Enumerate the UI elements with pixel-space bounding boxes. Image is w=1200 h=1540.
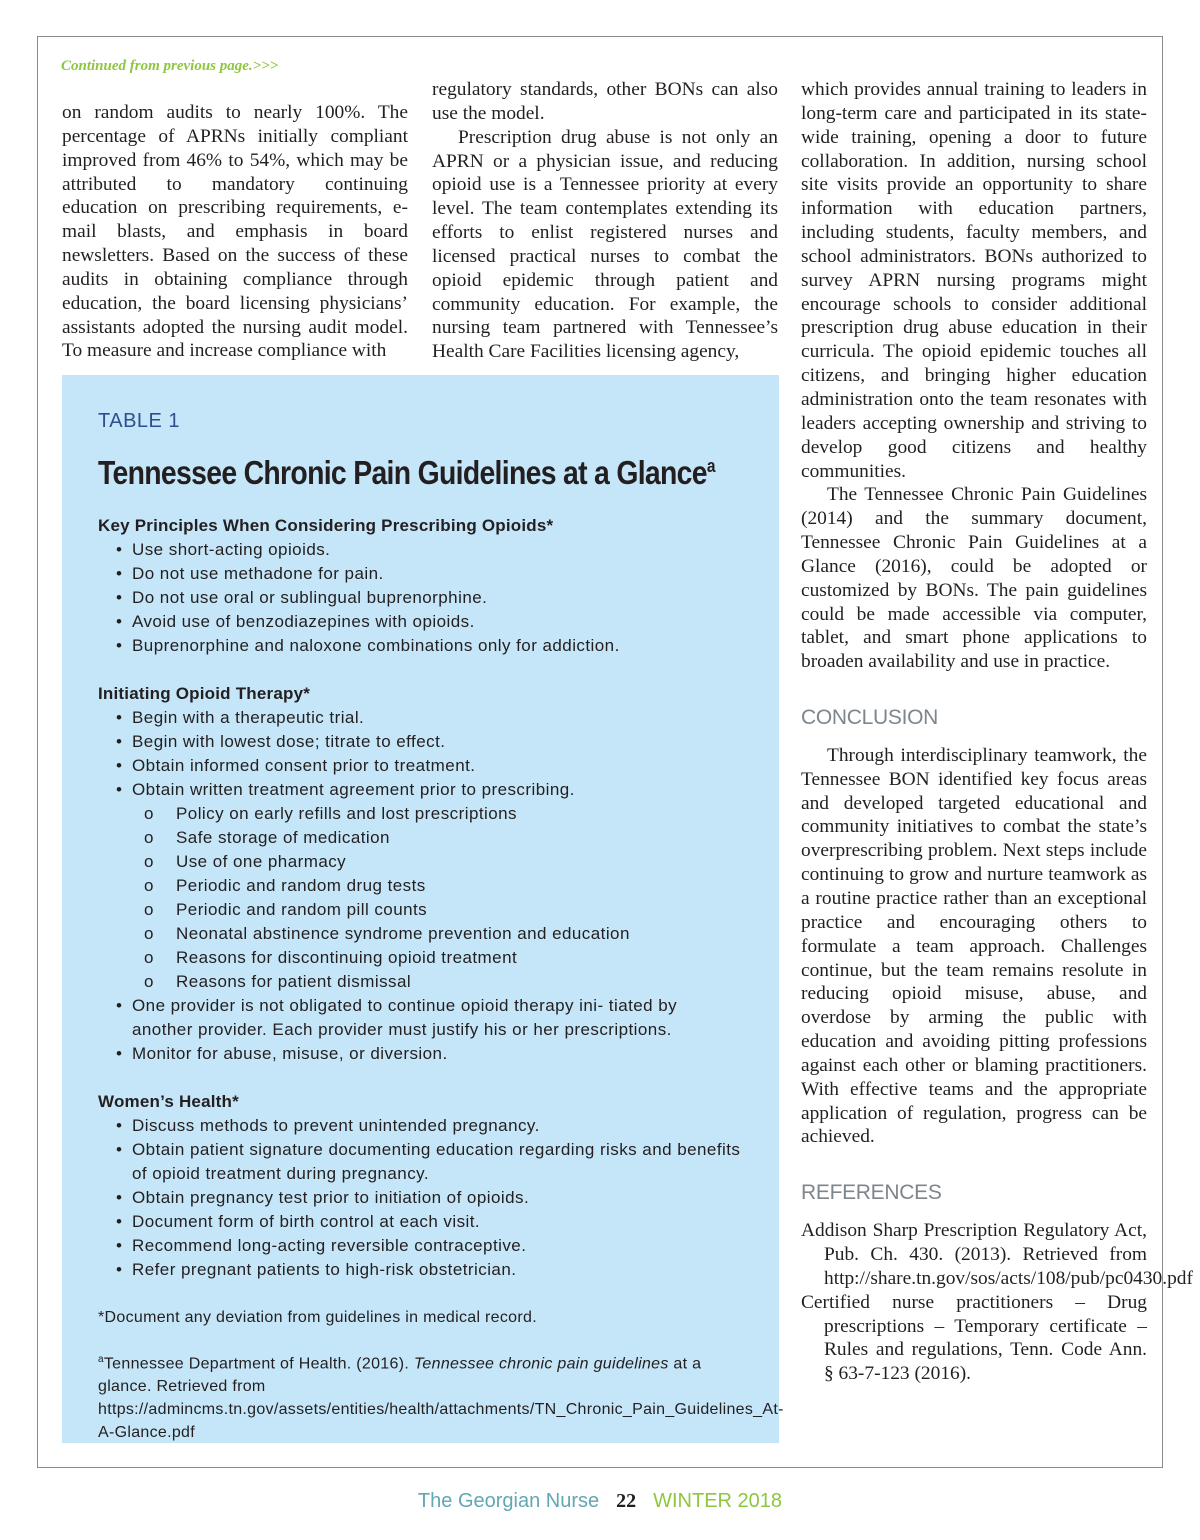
table-title-text: Tennessee Chronic Pain Guidelines at a Glance	[98, 454, 707, 491]
sublist-item: o Periodic and random drug tests	[132, 874, 743, 898]
reference-item: Addison Sharp Prescription Regulatory Act, Pub. Ch. 430. (2013). Retrieved from http://share.tn.gov/sos/acts/108/pub/pc0430.pdf	[801, 1220, 1193, 1289]
column-3	[801, 78, 1193, 1386]
sublist-item: o Use of one pharmacy	[132, 850, 743, 874]
list-item-text: Obtain written treatment agreement prior to prescribing.	[132, 780, 575, 799]
page-number: 22	[616, 1490, 637, 1512]
table-section-heading: Key Principles When Considering Prescribing Opioids*	[98, 516, 554, 535]
magazine-name: The Georgian Nurse	[417, 1490, 600, 1512]
list-item: • Avoid use of benzodiazepines with opioids.	[98, 610, 743, 634]
list-item: • Obtain patient signature documenting education regarding risks and benefits of opioid treatment during pregnancy.	[98, 1138, 743, 1186]
conclusion-heading: CONCLUSION	[801, 706, 939, 730]
table-section-heading: Women’s Health*	[98, 1092, 239, 1111]
list-item: • Do not use oral or sublingual buprenorphine.	[98, 586, 743, 610]
reference-item: Certified nurse practitioners – Drug prescriptions – Temporary certificate – Rules and regulations, Tenn. Code Ann. § 63-7-123 (2016).	[801, 1291, 1147, 1385]
list-item: • Begin with lowest dose; titrate to effect.	[98, 730, 743, 754]
sublist-item: o Neonatal abstinence syndrome prevention and education	[132, 922, 743, 946]
col3-paragraph-1: which provides annual training to leaders in long-term care and participated in its state-wide training, opening a door to future collaboration. In addition, nursing school site visits provide an opportunity to share information with education partners, including students, faculty members, and school administrators. BONs authorized to survey APRN nursing programs might encourage schools to consider additional prescription drug abuse education in their curricula. The opioid epidemic touches all citizens, and bringing higher education administration onto the team resonates with leaders accepting ownership and striving to develop good citizens and healthy communities.	[801, 79, 1147, 482]
source-text-post: at a glance. Retrieved from https://admincms.tn.gov/assets/entities/health/attachments/TN_Chronic_Pain_Guidelines_At-A-Glance.pdf	[98, 1355, 784, 1442]
sublist-item: o Reasons for patient dismissal	[132, 970, 743, 994]
page-footer	[0, 1489, 1200, 1513]
list-item: • Discuss methods to prevent unintended pregnancy.	[98, 1114, 743, 1138]
issue-date: WINTER 2018	[653, 1490, 783, 1512]
table-title	[98, 446, 715, 493]
table-title-footnote-mark: a	[706, 456, 715, 476]
column-1	[62, 101, 408, 363]
initiating-therapy-list	[98, 706, 743, 1066]
sublist-item: o Periodic and random pill counts	[132, 898, 743, 922]
col2-paragraph-1: regulatory standards, other BONs can also use the model.	[432, 79, 778, 124]
table-label: TABLE 1	[98, 410, 181, 432]
list-item: • Buprenorphine and naloxone combinations only for addiction.	[98, 634, 743, 658]
list-item: • Do not use methadone for pain.	[98, 562, 743, 586]
key-principles-list	[98, 538, 743, 658]
sublist-item: o Policy on early refills and lost prescriptions	[132, 802, 743, 826]
list-item: • Recommend long-acting reversible contraceptive.	[98, 1234, 743, 1258]
col2-paragraph-2: Prescription drug abuse is not only an APRN or a physician issue, and reducing opioid use is a Tennessee priority at every level. The team contemplates extending its efforts to enlist registered nurses and licensed practical nurses to combat the opioid epidemic through patient and community education. For example, the nursing team partnered with Tennessee’s Health Care Facilities licensing agency,	[432, 126, 778, 363]
source-text-pre: Tennessee Department of Health. (2016).	[103, 1355, 414, 1373]
col3-paragraph-2: The Tennessee Chronic Pain Guidelines (2014) and the summary document, Tennessee Chronic Pain Guidelines at a Glance (2016), could be adopted or customized by BONs. The pain guidelines could be made accessible via computer, tablet, and smart phone applications to broaden availability and use in practice.	[801, 484, 1147, 673]
table-section-heading: Initiating Opioid Therapy*	[98, 684, 311, 703]
list-item: • Monitor for abuse, misuse, or diversion.	[98, 1042, 743, 1066]
list-item-with-sublist	[98, 778, 743, 994]
list-item: • Obtain informed consent prior to treatment.	[98, 754, 743, 778]
column-2	[432, 78, 778, 364]
continued-note: Continued from previous page.>>>	[61, 58, 279, 74]
womens-health-list	[98, 1114, 743, 1282]
list-item: • Use short-acting opioids.	[98, 538, 743, 562]
sublist-item: o Reasons for discontinuing opioid treatment	[132, 946, 743, 970]
conclusion-paragraph: Through interdisciplinary teamwork, the Tennessee BON identified key focus areas and developed targeted educational and community initiatives to combat the state’s overprescribing problem. Next steps include continuing to grow and nurture teamwork as a routine practice rather than an exceptional practice and encouraging others to formulate a team approach. Challenges continue, but the team remains resolute in reducing opioid misuse, abuse, and overdose by arming the public with education and avoiding pitting professions against each other or blaming practitioners. With effective teams and the appropriate application of regulation, progress can be achieved.	[801, 744, 1147, 1148]
agreement-sublist	[132, 802, 743, 994]
source-title: Tennessee chronic pain guidelines	[413, 1355, 669, 1373]
list-item: • Refer pregnant patients to high-risk obstetrician.	[98, 1258, 743, 1282]
table-footnote: *Document any deviation from guidelines in medical record.	[98, 1309, 537, 1326]
col1-paragraph-1: on random audits to nearly 100%. The percentage of APRNs initially compliant improved from 46% to 54%, which may be attributed to mandatory continuing education on prescribing requirements, e-mail blasts, and emphasis in board newsletters. Based on the success of these audits in obtaining compliance through education, the board licensing physicians’ assistants adopted the nursing audit model. To measure and increase compliance with	[62, 102, 408, 362]
list-item: • Begin with a therapeutic trial.	[98, 706, 743, 730]
list-item: • Obtain pregnancy test prior to initiation of opioids.	[98, 1186, 743, 1210]
list-item: • Document form of birth control at each visit.	[98, 1210, 743, 1234]
table-source-citation	[98, 1348, 784, 1444]
list-item: • One provider is not obligated to continue opioid therapy ini- tiated by another provider. Each provider must justify his or her prescriptions.	[98, 994, 743, 1042]
source-footnote-mark: a	[98, 1354, 104, 1365]
sublist-item: o Safe storage of medication	[132, 826, 743, 850]
table-1-box	[62, 375, 784, 1443]
references-heading: REFERENCES	[801, 1181, 942, 1205]
